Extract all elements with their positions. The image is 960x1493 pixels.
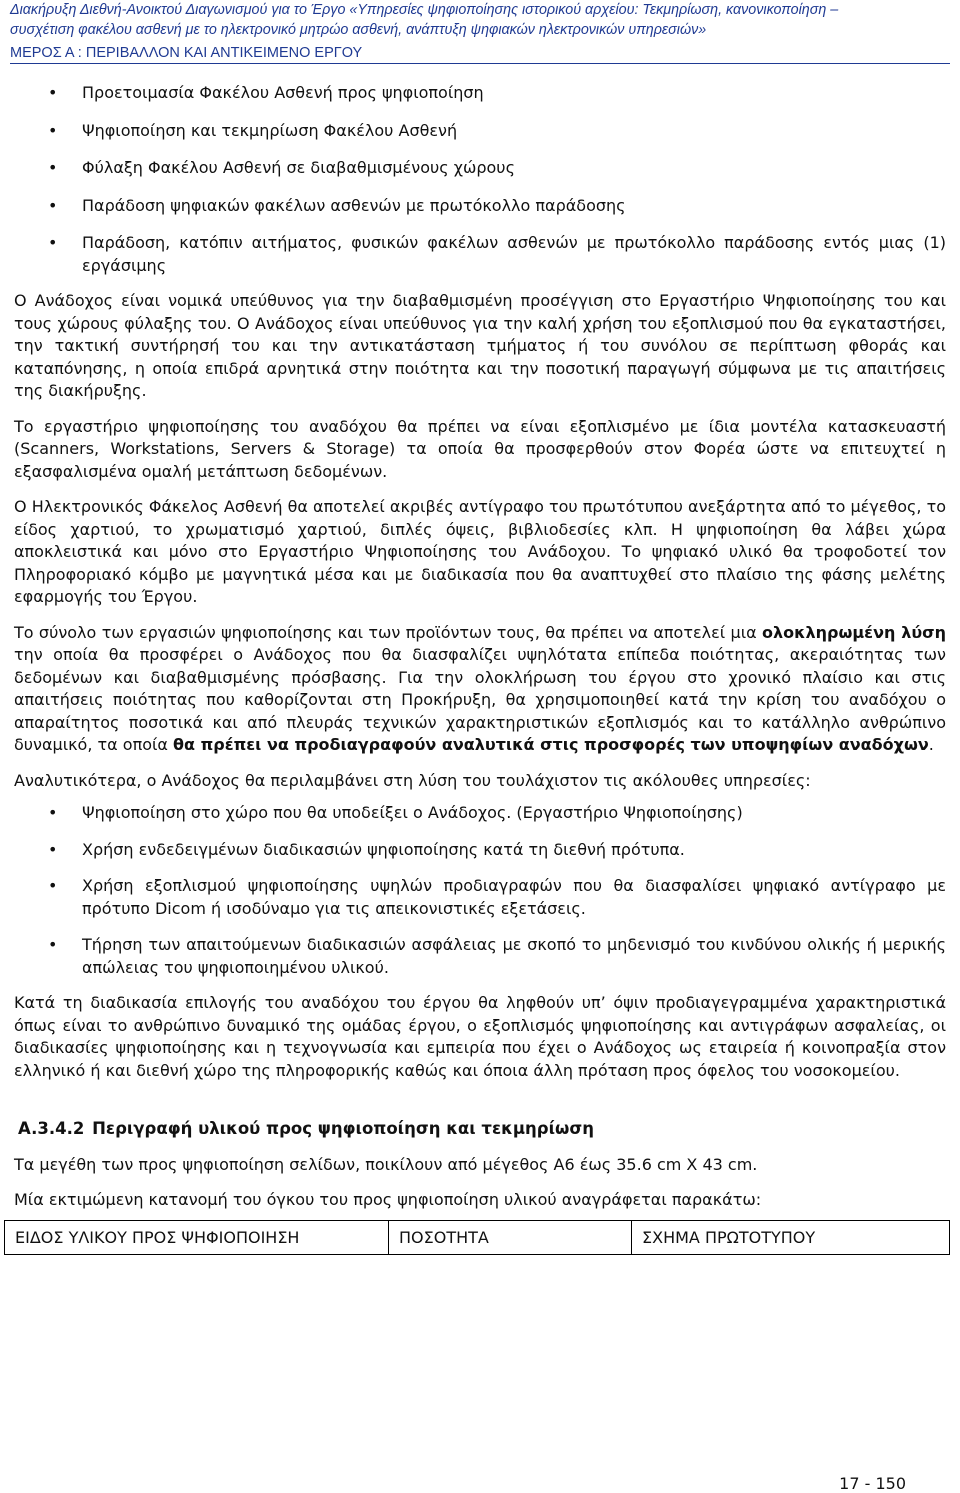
paragraph-responsibility: Ο Ανάδοχος είναι νομικά υπεύθυνος για την διαβαθμισμένη προσέγγιση στο Εργαστήριο Ψηφιοποίησης του και τους χώρους φύλαξης του. Ο Ανάδοχος είναι υπεύθυνος για την καλή χρήση του εξοπλισμού που θα εγκαταστήσει, την τακτική συντήρησή του και την αντικατάσταση τμήματος ή του συνόλου σε περίπτωση φθοράς και καταπόνησης, η οποία επιδρά αρνητικά στην ποιότητα και την ποσοτική παραγωγή σύμφωνα με τις απαιτήσεις της διακήρυξης. (14, 291, 946, 400)
paragraph-page-sizes: Τα μεγέθη των προς ψηφιοποίηση σελίδων, ποικίλουν από μέγεθος Α6 έως 35.6 cm Χ 43 cm. (14, 1154, 758, 1174)
table-header-row (5, 1220, 950, 1254)
paragraph-selection-criteria: Κατά τη διαδικασία επιλογής του αναδόχου του έργου θα ληφθούν υπ’ όψιν προδιαγεγραμμένα χαρακτηριστικά όπως είναι το ανθρώπινο δυναμικό της ομάδας έργου, ο εξοπλισμός ψηφιοποίησης και αντιγράφων ασφαλείας, οι διαδικασίες ψηφιοποίησης και η τεχνογνωσία και εμπειρία που έχει ο Ανάδοχος ως εταιρεία ή κοινοπραξία στον ελληνικό ή και διεθνή χώρο της πληροφορικής καθώς και όποια άλλη πρόταση προς όφελος του νοσοκομείου. (14, 993, 946, 1080)
paragraph-volume-intro: Μία εκτιμώμενη κατανομή του όγκου του προς ψηφιοποίηση υλικού αναγράφεται παρακάτω: (14, 1190, 762, 1209)
services-list (14, 802, 946, 979)
list-item: • Ψηφιοποίηση και τεκμηρίωση Φακέλου Ασθενή (14, 120, 946, 143)
header-divider (10, 63, 950, 64)
page-header (0, 0, 960, 63)
list-item: • Τήρηση των απαιτούμενων διαδικασιών ασφάλειας με σκοπό το μηδενισμό του κινδύνου ολικής ή μερικής απώλειας του ψηφιοποιημένου υλικού. (14, 934, 946, 979)
emphasis-specifications: θα πρέπει να προδιαγραφούν αναλυτικά στις προσφορές των υποψηφίων αναδόχων (173, 735, 929, 754)
list-item: • Ψηφιοποίηση στο χώρο που θα υποδείξει ο Ανάδοχος. (Εργαστήριο Ψηφιοποίησης) (14, 802, 946, 825)
header-part-label: ΜΕΡΟΣ Α : ΠΕΡΙΒΑΛΛΟΝ ΚΑΙ ΑΝΤΙΚΕΙΜΕΝΟ ΕΡΓΟΥ (10, 45, 363, 61)
list-item: • Φύλαξη Φακέλου Ασθενή σε διαβαθμισμένους χώρους (14, 157, 946, 180)
list-item: • Παράδοση, κατόπιν αιτήματος, φυσικών φακέλων ασθενών με πρωτόκολλο παράδοσης εντός μιας (1) εργάσιμης (14, 232, 946, 277)
paragraph-electronic-record: Ο Ηλεκτρονικός Φάκελος Ασθενή θα αποτελεί ακριβές αντίγραφο του πρωτότυπου ανεξάρτητα από το μέγεθος, το είδος χαρτιού, το χρωματισμό χαρτιού, διπλές όψεις, βιβλιοδεσίες κλπ. Η ψηφιοποίηση θα λάβει χώρα αποκλειστικά και μόνο στο Εργαστήριο Ψηφιοποίησης του Ανάδοχου. Το ψηφιακό υλικό θα τροφοδοτεί τον Πληροφοριακό κόμβο με μαγνητικά μέσα και με διαδικασία που θα αναπτυχθεί στο πλαίσιο της φάσης μελέτης εφαρμογής του Έργου. (14, 497, 946, 606)
section-heading (18, 1118, 946, 1141)
section-title: Περιγραφή υλικού προς ψηφιοποίηση και τεκμηρίωση (92, 1119, 594, 1138)
table-header-cell: ΕΙΔΟΣ ΥΛΙΚΟΥ ΠΡΟΣ ΨΗΦΙΟΠΟΙΗΣΗ (5, 1220, 389, 1254)
section-code: A.3.4.2 (18, 1119, 85, 1138)
header-title-line-2: συσχέτιση φακέλου ασθενή με το ηλεκτρονικό μητρώο ασθενή, ανάπτυξη ψηφιακών ηλεκτρονικών υπηρεσιών» (10, 22, 707, 38)
table-header-cell: ΣΧΗΜΑ ΠΡΩΤΟΤΥΠΟΥ (632, 1220, 950, 1254)
page-number: 17 - 150 (839, 1474, 906, 1493)
emphasis-complete-solution: ολοκληρωμένη λύση (762, 622, 947, 642)
list-item: • Χρήση εξοπλισμού ψηφιοποίησης υψηλών προδιαγραφών που θα διασφαλίσει ψηφιακό αντίγραφο με πρότυπο Dicom ή ισοδύναμο για τις απεικονιστικές εξετάσεις. (14, 875, 946, 920)
list-item: • Προετοιμασία Φακέλου Ασθενή προς ψηφιοποίηση (14, 82, 946, 105)
task-list (14, 82, 946, 277)
paragraph-services-intro: Αναλυτικότερα, ο Ανάδοχος θα περιλαμβάνει στη λύση του τουλάχιστον τις ακόλουθες υπηρεσίες: (14, 770, 811, 790)
volume-table (4, 1220, 950, 1255)
list-item: • Χρήση ενδεδειγμένων διαδικασιών ψηφιοποίησης κατά τη διεθνή πρότυπα. (14, 839, 946, 862)
paragraph-complete-solution: Το σύνολο των εργασιών ψηφιοποίησης και των προϊόντων τους, θα πρέπει να αποτελεί μια ολοκληρωμένη λύση την οποία θα προσφέρει ο Ανάδοχος που θα διασφαλίζει υψηλότατα επίπεδα ποιότητας, ακεραιότητας των δεδομένων και διαβαθμισμένης πρόσβασης. Για την ολοκλήρωση του έργου στο χρονικό πλαίσιο και στις απαιτήσεις ποιότητας που καθορίζονται στη Προκήρυξη, θα χρησιμοποιηθεί κατά την κρίση του αναδόχου ο απαραίτητος ποσοτικά και από πλευράς τεχνικών χαρακτηριστικών εξοπλισμός και το κατάλληλο ανθρώπινο δυναμικό, τα οποία θα πρέπει να προδιαγραφούν αναλυτικά στις προσφορές των υποψηφίων αναδόχων. (14, 622, 947, 754)
paragraph-lab-equipment: Το εργαστήριο ψηφιοποίησης του αναδόχου θα πρέπει να είναι εξοπλισμένο με ίδια μοντέλα κατασκευαστή (Scanners, Workstations, Servers & Storage) τα οποία θα προσφερθούν στον Φορέα ώστε να επιτευχτεί η εξασφαλισμένα ομαλή μετάπτωση δεδομένων. (14, 416, 946, 481)
document-body (14, 82, 946, 1255)
header-title-line-1: Διακήρυξη Διεθνή-Ανοικτού Διαγωνισμού για το Έργο «Υπηρεσίες ψηφιοποίησης ιστορικού αρχείου: Τεκμηρίωση, κανονικοποίηση – (10, 2, 839, 18)
list-item: • Παράδοση ψηφιακών φακέλων ασθενών με πρωτόκολλο παράδοσης (14, 195, 946, 218)
table-header-cell: ΠΟΣΟΤΗΤΑ (389, 1220, 632, 1254)
